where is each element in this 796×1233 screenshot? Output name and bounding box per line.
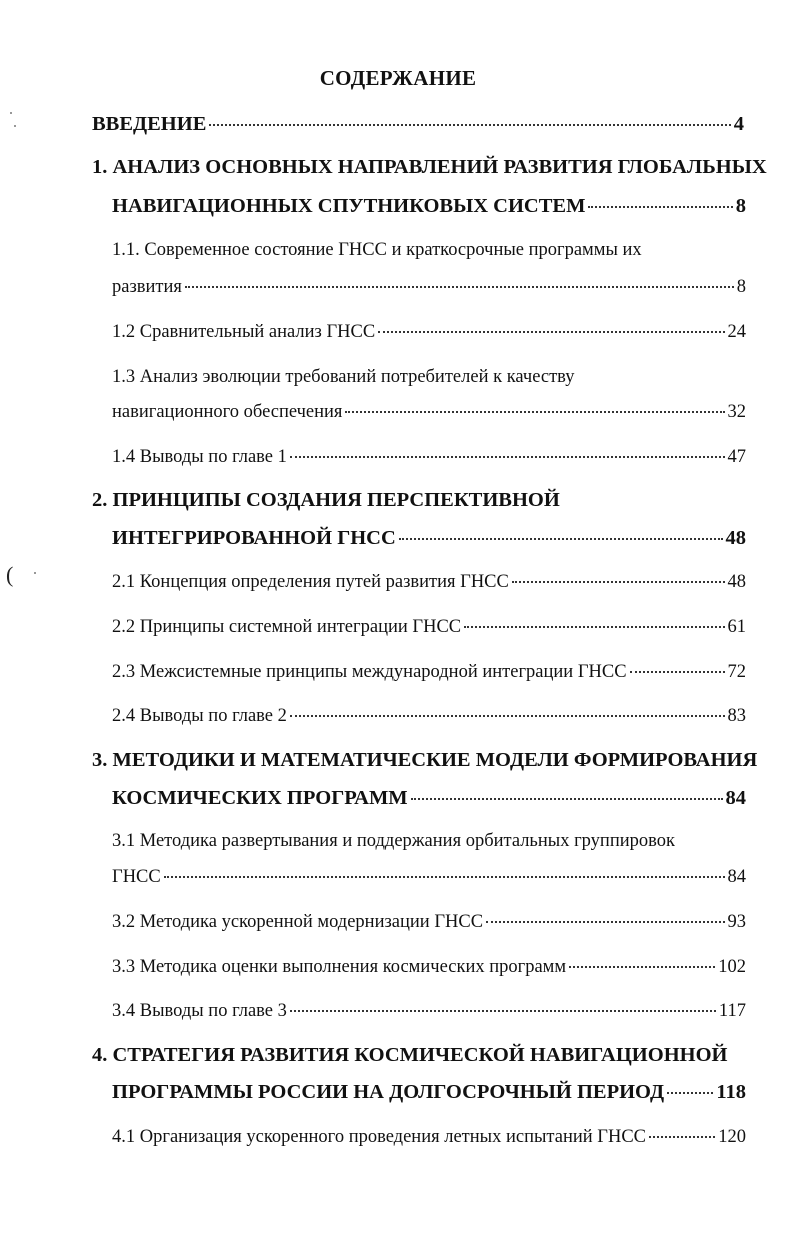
section-1-3-line1[interactable]: 1.3 Анализ эволюции требований потребителей к качеству [112, 367, 575, 387]
toc-entry-section-2-1[interactable] [112, 573, 746, 592]
page-number: 4 [733, 113, 744, 135]
leader-dots [512, 581, 725, 583]
toc-entry-section-3-2[interactable] [112, 913, 746, 932]
page-number: 72 [727, 662, 746, 682]
page-number: 61 [727, 617, 746, 637]
leader-dots [290, 456, 725, 458]
leader-dots [411, 798, 723, 800]
toc-entry-text: ПРОГРАММЫ РОССИИ НА ДОЛГОСРОЧНЫЙ ПЕРИОД [112, 1081, 665, 1103]
page-number: 117 [718, 1001, 746, 1021]
page-number: 118 [716, 1081, 746, 1103]
toc-entry-text: 4.1 Организация ускоренного проведения летных испытаний ГНСС [112, 1127, 646, 1147]
toc-entry-text: 2.2 Принципы системной интеграции ГНСС [112, 617, 462, 637]
toc-entry-text: 2.1 Концепция определения путей развития ГНСС [112, 572, 509, 592]
toc-entry-text: навигационного обеспечения [112, 402, 343, 422]
toc-entry-text: 3.3 Методика оценки выполнения космических программ [112, 957, 567, 977]
leader-dots [290, 715, 725, 717]
toc-entry-section-3-1[interactable] [112, 868, 746, 887]
leader-dots [667, 1092, 713, 1094]
leader-dots [290, 1010, 716, 1012]
toc-entry-text: 3.2 Методика ускоренной модернизации ГНСС [112, 912, 484, 932]
leader-dots [486, 921, 724, 923]
chapter-2-title-line1[interactable]: 2. ПРИНЦИПЫ СОЗДАНИЯ ПЕРСПЕКТИВНОЙ [92, 489, 560, 511]
scan-speck [10, 112, 12, 114]
scan-speck [14, 125, 16, 127]
toc-entry-text: 3.4 Выводы по главе 3 [112, 1001, 287, 1021]
toc-entry-section-3-3[interactable] [112, 958, 746, 977]
toc-entry-chapter-2[interactable] [112, 528, 746, 549]
toc-entry-section-2-3[interactable] [112, 663, 746, 682]
toc-entry-text: НАВИГАЦИОННЫХ СПУТНИКОВЫХ СИСТЕМ [112, 195, 586, 217]
leader-dots [588, 206, 732, 208]
page-number: 47 [727, 447, 746, 467]
leader-dots [345, 411, 724, 413]
page-number: 24 [727, 322, 746, 342]
leader-dots [464, 626, 724, 628]
toc-entry-text: развития [112, 277, 182, 297]
leader-dots [399, 538, 723, 540]
leader-dots [569, 966, 715, 968]
toc-entry-section-1-4[interactable] [112, 448, 746, 467]
toc-entry-chapter-3[interactable] [112, 788, 746, 809]
section-1-1-line1[interactable]: 1.1. Современное состояние ГНСС и краткосрочные программы их [112, 240, 642, 260]
page-number: 102 [718, 957, 746, 977]
page-number: 48 [725, 527, 746, 549]
margin-mark-icon: ( [6, 562, 14, 587]
leader-dots [649, 1136, 715, 1138]
toc-entry-chapter-1[interactable] [112, 196, 746, 217]
toc-entry-text: ВВЕДЕНИЕ [92, 113, 207, 135]
leader-dots [630, 671, 725, 673]
chapter-1-title-line1[interactable]: 1. АНАЛИЗ ОСНОВНЫХ НАПРАВЛЕНИЙ РАЗВИТИЯ ГЛОБАЛЬНЫХ [92, 156, 767, 178]
toc-entry-text: 1.2 Сравнительный анализ ГНСС [112, 322, 376, 342]
leader-dots [378, 331, 724, 333]
toc-entry-intro[interactable] [92, 114, 744, 135]
page-number: 48 [727, 572, 746, 592]
toc-entry-text: 1.4 Выводы по главе 1 [112, 447, 287, 467]
toc-entry-text: 2.4 Выводы по главе 2 [112, 706, 287, 726]
page-number: 84 [725, 787, 746, 809]
toc-entry-section-2-2[interactable] [112, 618, 746, 637]
section-3-1-line1[interactable]: 3.1 Методика развертывания и поддержания орбитальных группировок [112, 831, 675, 851]
leader-dots [185, 286, 734, 288]
toc-entry-text: КОСМИЧЕСКИХ ПРОГРАММ [112, 787, 408, 809]
chapter-3-title-line1[interactable]: 3. МЕТОДИКИ И МАТЕМАТИЧЕСКИЕ МОДЕЛИ ФОРМИРОВАНИЯ [92, 749, 758, 771]
page-title: СОДЕРЖАНИЕ [319, 66, 477, 90]
leader-dots [209, 124, 730, 126]
toc-entry-section-1-3[interactable] [112, 403, 746, 422]
toc-entry-section-1-2[interactable] [112, 323, 746, 342]
toc-entry-section-3-4[interactable] [112, 1002, 746, 1021]
toc-entry-text: 2.3 Межсистемные принципы международной интеграции ГНСС [112, 662, 627, 682]
page-number: 83 [727, 706, 746, 726]
page-number: 8 [735, 195, 746, 217]
leader-dots [164, 876, 725, 878]
page-number: 93 [727, 912, 746, 932]
page-number: 8 [736, 277, 746, 297]
toc-entry-text: ИНТЕГРИРОВАННОЙ ГНСС [112, 527, 396, 549]
page-number: 120 [718, 1127, 746, 1147]
toc-entry-chapter-4[interactable] [112, 1082, 746, 1103]
scan-speck [34, 572, 36, 574]
toc-entry-section-2-4[interactable] [112, 707, 746, 726]
page-number: 84 [727, 867, 746, 887]
toc-entry-section-4-1[interactable] [112, 1128, 746, 1147]
toc-entry-section-1-1[interactable] [112, 278, 746, 297]
page-number: 32 [727, 402, 746, 422]
chapter-4-title-line1[interactable]: 4. СТРАТЕГИЯ РАЗВИТИЯ КОСМИЧЕСКОЙ НАВИГАЦИОННОЙ [92, 1044, 728, 1066]
toc-entry-text: ГНСС [112, 867, 161, 887]
